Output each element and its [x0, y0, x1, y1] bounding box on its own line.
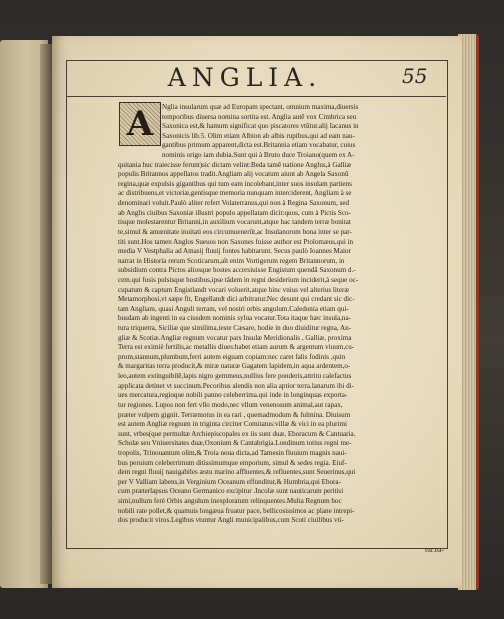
catchword: tur.ea- — [425, 545, 444, 554]
text-line: ues mercatura,regioque nobili panno celeberrima.qui inde in longinquas exporta- — [118, 391, 348, 400]
text-line: subsidium contra Pictos aliosque hostes accersiuisse Engistum quendã Saxonum d.- — [118, 266, 356, 275]
body-text — [118, 103, 446, 526]
text-line: Metamorphosi,vt sæpe fit, Engellandt dici arbitratur.Nec desunt qui credant sic dic- — [118, 295, 355, 304]
text-line: præter vulpem gignit. Terræmotus in ea rari , quemadmodum & fulmina. Diuisum — [118, 410, 351, 419]
text-line: busdam ab ingenti in ea ciusdem nominis sylua vocatur.Tota itaque hæc insula,na- — [118, 314, 351, 323]
text-line: tura triquetra, Siciliæ que similima,teste Cæsare, hodie in duo diuiditur regna, An- — [118, 324, 352, 333]
text-line: simi,nullum ferè Orbis angulum inexploratum relinquentes.Multa Regnum hoc — [118, 496, 342, 505]
text-line: regina,quæ expulsis gigantibus qui tum eam incolebant,inter suos insulam partiens — [118, 179, 352, 188]
text-line: tropolis, Trinouantum olim,& Troia noua dicta,ad Tamesin fluuium magnis naui- — [118, 448, 347, 457]
text-line: per V Valliam labens,in Verginium Oceanum effunditur,& Humbria,qui Ebora- — [118, 477, 341, 486]
text-line: narrat in Historia rerum Scoticarum,aït enim Vortigerum regem Britannorum, in — [118, 256, 345, 265]
text-line: media V Vestphalia ad Amasij fluuij fontes habitarunt. Secus paulò Ioannes Maior — [118, 247, 351, 256]
text-line: populis Britannos appellatos tradit.Angliam alij vocatum aiunt ab Angela Saxonũ — [118, 170, 349, 179]
running-head: ANGLIA. — [167, 63, 323, 92]
text-line: Saxonica est,& hamum significat quo piscatores vtũtur.alij Iacanus in — [162, 122, 359, 131]
text-line: quitania huc traiecisse ferunt)sic dictam velint:Beda tamẽ natione Anglus,à Galliæ — [118, 160, 352, 169]
text-line: cem.qui fusis pulsisque hostibus,ipse tãdem in regni desiderium inciderit,à seque oc- — [118, 275, 359, 284]
text-line: prum,stannum,plumbum,ferri autem eiguam copiam:nec caret falis fodinis ,quin — [118, 352, 346, 361]
text-line: nominis origo iam dubia.Sunt qui à Bruto duce Troiano(quem ex A- — [162, 151, 355, 160]
text-line: tur regiones. Lupos non fert vllo modo,nec vllum venenosum animal,aut rapax, — [118, 400, 343, 409]
header-rule — [66, 96, 446, 97]
text-line: ab Anglis ciuibus Saxoniæ illustri populo appellatam dicit:quos, cum à Pictis Sco- — [118, 208, 351, 217]
text-line: est autem Angliæ regnum in triginta circiter Comitatus:villæ & vici in ea plurimi — [118, 420, 347, 429]
text-line: te,simul & amœnitate inuitati eos circumuenerũt,ac Insulanorum bona inter se par- — [118, 227, 352, 236]
text-line: nobili rate pollet,& quamuis longæua fruatur pace, bellicosissimos ac plane intrepi- — [118, 506, 355, 515]
initial-letter: A — [126, 104, 154, 144]
text-line: leo,autem extinguibilẽ,lapis nigro gemmeus,nullius fere ponderis,attritu calefactus — [118, 372, 352, 381]
text-line: gliæ & Scotiæ.Angliæ regnum vocatur pars Insulæ Meridionalis , Galliæ, proxima — [118, 333, 352, 342]
text-line: tam Angliam, quasi Anguli terram, vel nostri orbis angulum.Caledonia etiam qui- — [118, 304, 349, 313]
text-line: Saxonicis lib.5. Olim etiam Albion ab albis rupibus,qui ad eam nau- — [162, 131, 355, 140]
text-line: dem regni fluuij nauigabiles æstu marino affluentes,& refluentes,sunt Seuerinus,qui — [118, 468, 356, 477]
text-line: applicata detinet vt succinum.Pecoribus alendis non alia aptior terra.lanarum ibi di- — [118, 381, 354, 390]
text-line: sunt, vrbes(que permultæ Archiepiscopales ex iis sunt duæ, Eboracum & Cantuaria. — [118, 429, 356, 438]
text-line: titi sunt.Hos tamen Anglos Sueuos non Saxones fuisse author est Ptolomæus,qui in — [118, 237, 354, 246]
text-line: Terra est eximiè fertilis,ac metallis diues:habet etiam aurum & argentum viuum,cu- — [118, 343, 355, 352]
text-line: tisque molestarentur Britanni,in auxilium vocarunt,atque hac tandem terræ bonitat — [118, 218, 351, 227]
text-line: dos producit viros.Legibus vtuntur Angli municipalibus,cum Scoti ciuilibus vti- — [118, 516, 344, 525]
text-line: temporibus diuersa nomina sortita est. Anglia autẽ vox Cimbrica seu — [162, 112, 357, 121]
text-line: cum præterlapsus Oceano Germanico excipitur .Incolæ sunt nauticarum peritisi — [118, 487, 344, 496]
page-number: 55 — [402, 64, 428, 88]
text-line: denominari voluit.Paulò aliter refert Volaterranus,qui non à Regina Saxonum, sed — [118, 199, 350, 208]
text-line: cupatum & captum Engistlandt vocari voluerit,atque hinc vnius vel alterius literæ — [118, 285, 350, 294]
text-line: bus peruium celeberrimum ditissimumque emporium, simul & sedes regia. Eiuf- — [118, 458, 347, 467]
text-line: & margaritas terra producit,& miræ naturæ Gagatem lapidem,in aqua ardentem,o- — [118, 362, 351, 371]
text-line: gantibus primum apparent,dicta est.Britannia etiam vocabatur, cuius — [162, 141, 356, 150]
text-line: Scholæ seu Vniuersitates duæ,Oxonium & Cantabrigia.Londinum totius regni me- — [118, 439, 352, 448]
text-line: ac distribuens,et victoriæ,gentisque memoria nunquam interciderent, Angliam à se — [118, 189, 352, 198]
text-line: Nglia insularum quæ ad Europam spectant, omnium maxima,diuersis — [162, 103, 359, 111]
